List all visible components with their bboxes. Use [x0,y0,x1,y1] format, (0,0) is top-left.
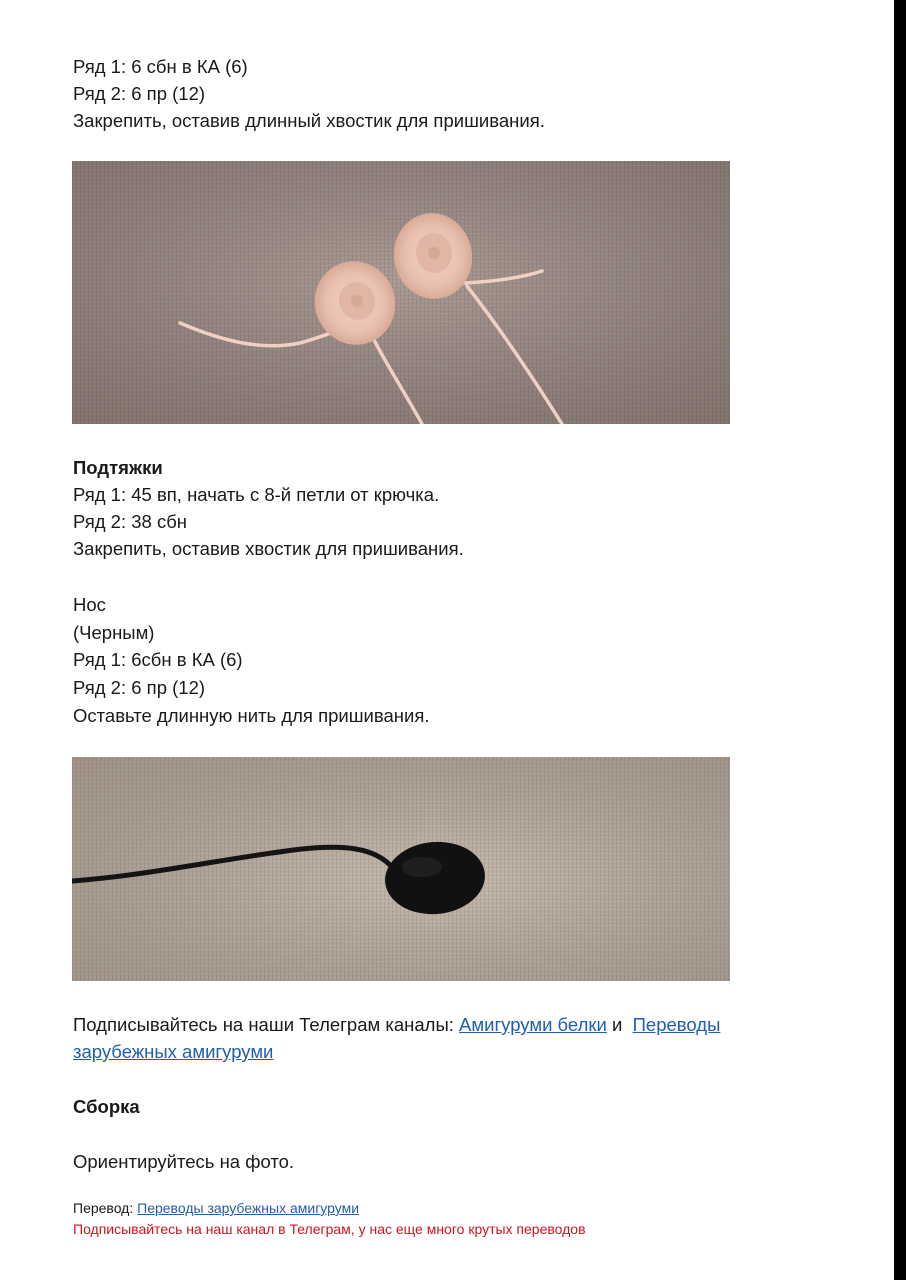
ears-row-2: Ряд 2: 6 пр (12) [73,83,206,104]
straps-row-1: Ряд 1: 45 вп, начать с 8-й петли от крючка. [73,484,440,505]
translation-label: Перевод: [73,1200,134,1216]
subscribe-line-1 [73,1011,720,1038]
translation-credit [73,1198,359,1218]
subscribe-line-2 [73,1038,273,1065]
assembly-text: Ориентируйтесь на фото. [73,1151,295,1172]
nose-photo [72,757,730,981]
subscribe-prefix: Подписывайтесь на наши Телеграм каналы: [73,1014,454,1035]
ears-finish: Закрепить, оставив длинный хвостик для пришивания. [73,110,545,131]
squirrel-amigurumi-link[interactable]: Амигуруми белки [459,1014,607,1035]
assembly-title: Сборка [73,1096,140,1117]
promo-text: Подписывайтесь на наш канал в Телеграм, у нас еще много крутых переводов [73,1221,586,1237]
straps-title: Подтяжки [73,457,163,478]
foreign-amigurumi-link-cont[interactable]: зарубежных амигуруми [73,1041,274,1062]
ears-photo [72,161,730,424]
straps-row-2: Ряд 2: 38 сбн [73,511,188,532]
nose-title: Нос [73,594,106,615]
foreign-amigurumi-link[interactable]: Переводы [632,1014,721,1035]
ears-row-1: Ряд 1: 6 сбн в КА (6) [73,56,248,77]
nose-finish: Оставьте длинную нить для пришивания. [73,705,430,726]
nose-color-note: (Черным) [73,622,155,643]
subscribe-joiner: и [611,1014,623,1035]
nose-row-1: Ряд 1: 6сбн в КА (6) [73,649,243,670]
straps-finish: Закрепить, оставив хвостик для пришивания. [73,538,464,559]
nose-row-2: Ряд 2: 6 пр (12) [73,677,206,698]
translation-link[interactable]: Переводы зарубежных амигуруми [137,1200,360,1216]
right-edge-bar [894,0,906,1280]
